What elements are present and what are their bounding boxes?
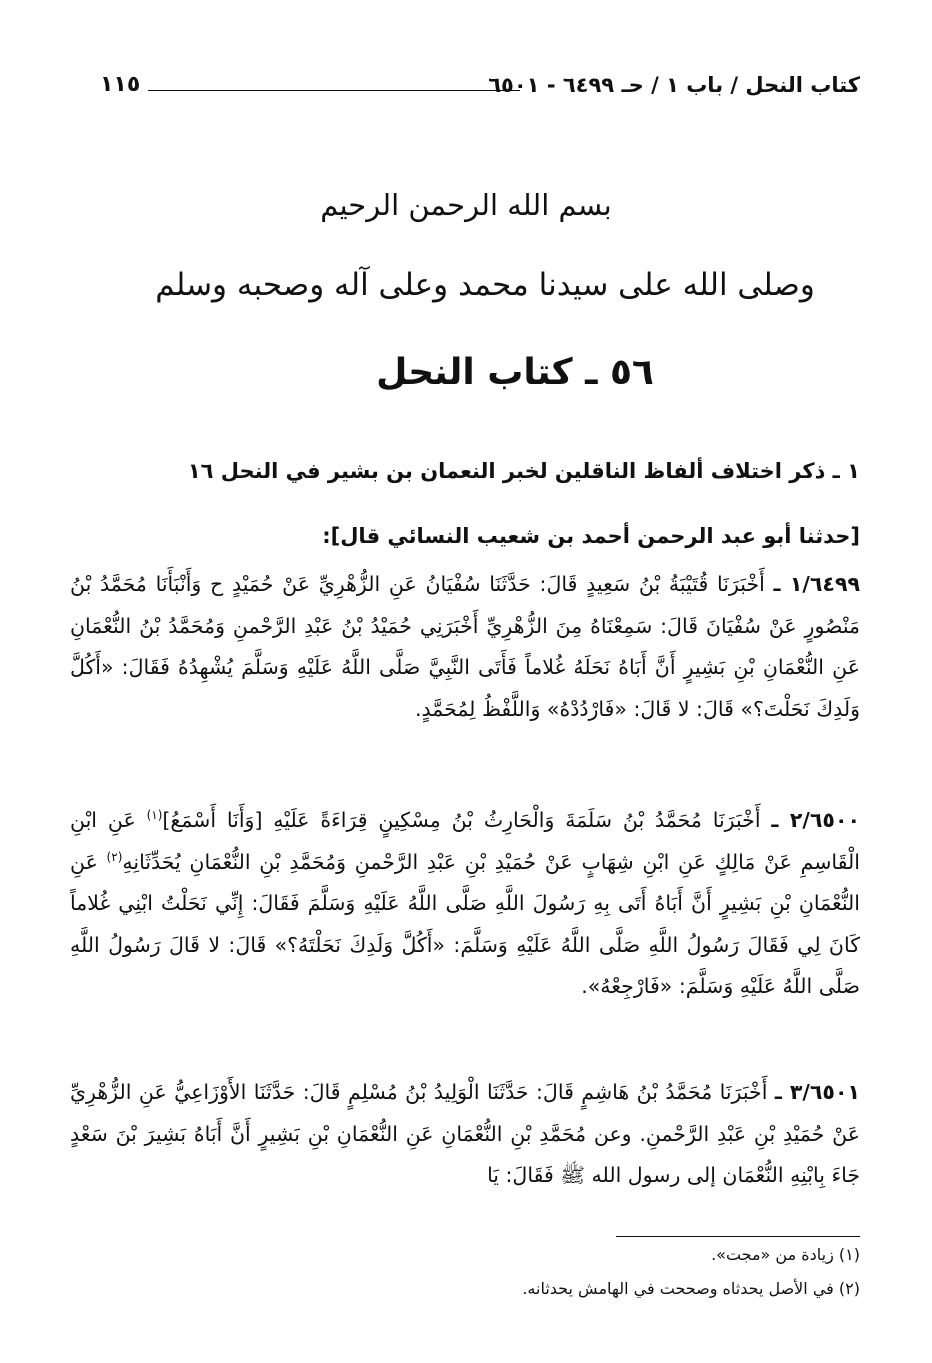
header-rule bbox=[148, 90, 520, 91]
book-title: ٥٦ ـ كتاب النحل bbox=[376, 352, 654, 393]
footnote-2: (٢) في الأصل يحدثاه وصححت في الهامش يحدثانه. bbox=[522, 1279, 860, 1298]
salawat-line: وصلى الله على سيدنا محمد وعلى آله وصحبه وسلم bbox=[155, 267, 815, 303]
footnote-separator bbox=[616, 1236, 860, 1237]
hadith-6499 bbox=[70, 564, 860, 730]
section-heading: ١ ـ ذكر اختلاف ألفاظ الناقلين لخبر النعمان بن بشير في النحل ١٦ bbox=[187, 459, 860, 483]
running-header bbox=[100, 70, 860, 104]
running-title: كتاب النحل / باب ١ / حـ ٦٤٩٩ - ٦٥٠١ bbox=[488, 73, 860, 97]
footnote-1: (١) زيادة من «مجت». bbox=[711, 1245, 860, 1264]
hadith-number: ٢/٦٥٠٠ ـ bbox=[771, 808, 860, 832]
hadith-6501 bbox=[70, 1072, 860, 1197]
footnote-marker: (٢) bbox=[106, 849, 123, 864]
footnote-marker: (١) bbox=[146, 808, 163, 823]
hadith-text: أَخْبَرَنَا قُتَيْبَةُ بْنُ سَعِيدٍ قَالَ: حَدَّثَنَا سُفْيَانُ عَنِ الزُّهْرِيِّ عَنْ حُمَيْدٍ ح وَأَنْبَأَنَا مُحَمَّدُ بْنُ مَنْصُورٍ عَنْ سُفْيَانَ قَالَ: سَمِعْنَاهُ مِنَ الزُّهْرِيِّ أَخْبَرَنِي حُمَيْدُ بْنُ عَبْدِ الرَّحْمنِ وَمُحَمَّدُ بْنُ النُّعْمَانِ عَنِ النُّعْمَانِ بْنِ بَشِيرٍ أَنَّ أَبَاهُ نَحَلَهُ غُلاماً فَأَتَى النَّبِيَّ صَلَّى اللَّهُ عَلَيْهِ وَسَلَّمَ يُشْهِدُهُ فَقَالَ: «أَكُلَّ وَلَدِكَ نَحَلْتَ؟» قَالَ: لا قَالَ: «فَارْدُدْهُ» وَاللَّفْظُ لِمُحَمَّدٍ. bbox=[70, 572, 860, 721]
page-number: ١١٥ bbox=[100, 72, 141, 97]
hadith-text-part: عَنِ النُّعْمَانِ بْنِ بَشِيرٍ أَنَّ أَبَاهُ أَتَى بِهِ رَسُولَ اللَّهِ صَلَّى اللَّهُ عَلَيْهِ وَسَلَّمَ فَقَالَ: إِنِّي نَحَلْتُ ابْنِي غُلاماً كَانَ لِي فَقَالَ رَسُولُ اللَّهِ صَلَّى اللَّهُ عَلَيْهِ وَسَلَّمَ: «أَكُلَّ وَلَدِكَ نَحَلْتَهُ؟» قَالَ: لا قَالَ رَسُولُ اللَّهِ صَلَّى اللَّهُ عَلَيْهِ وَسَلَّمَ: «فَارْجِعْهُ». bbox=[70, 849, 860, 998]
basmala: بسم الله الرحمن الرحيم bbox=[320, 188, 612, 222]
hadith-text-part: عَنِ ابْنِ الْقَاسِمِ عَنْ مَالِكٍ عَنِ ابْنِ شِهَابٍ عَنْ حُمَيْدِ بْنِ عَبْدِ الرَّحْمنِ وَمُحَمَّدِ بْنِ النُّعْمَانِ يُحَدِّثَانِهِ bbox=[70, 808, 860, 874]
hadith-number: ٣/٦٥٠١ ـ bbox=[774, 1080, 860, 1104]
hadith-6500 bbox=[70, 800, 860, 1008]
hadith-text: أَخْبَرَنَا مُحَمَّدُ بْنُ هَاشِمٍ قَالَ: حَدَّثَنَا الْوَلِيدُ بْنُ مُسْلِمٍ قَالَ: حَدَّثَنَا الأَوْزَاعِيُّ عَنِ الزُّهْرِيِّ عَنْ حُمَيْدِ بْنِ عَبْدِ الرَّحْمنِ. وعن مُحَمَّدِ بْنِ النُّعْمَانِ عَنِ النُّعْمَانِ بْنِ بَشِيرٍ أَنَّ أَبَاهُ بَشِيرَ بْنَ سَعْدٍ جَاءَ بِابْنِهِ النُّعْمَان إلى رسول الله ﷺ فَقَالَ: يَا bbox=[70, 1080, 860, 1187]
isnad-intro: [حدثنا أبو عبد الرحمن أحمد بن شعيب النسائي قال]: bbox=[322, 524, 860, 548]
hadith-text-part: أَخْبَرَنَا مُحَمَّدُ بْنُ سَلَمَةَ وَالْحَارِثُ بْنُ مِسْكِينٍ قِرَاءَةً عَلَيْهِ [وَأَنَا أَسْمَعُ] bbox=[162, 808, 761, 832]
hadith-number: ١/٦٤٩٩ ـ bbox=[773, 572, 860, 596]
